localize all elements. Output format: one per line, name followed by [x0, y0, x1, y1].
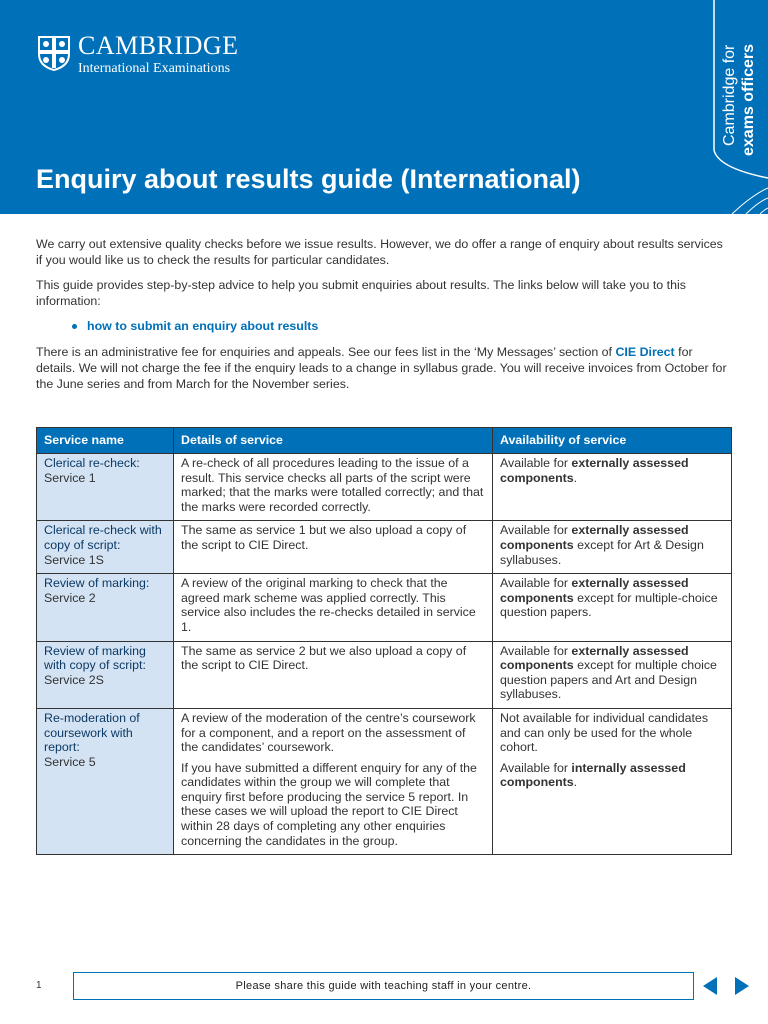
bullet-dot-icon — [72, 324, 77, 329]
share-banner — [73, 972, 694, 1000]
service-name-cell — [37, 454, 174, 521]
cambridge-logo — [36, 31, 239, 78]
service-name-cell — [37, 521, 174, 574]
service-details: A review of the moderation of the centre’s coursework for a component, and a report on the assessment of the candidates’ coursework. — [181, 710, 476, 755]
service-details-cell — [174, 641, 493, 708]
triangle-right-icon[interactable] — [734, 976, 750, 996]
service-name: Clerical re-check: — [44, 456, 140, 470]
availability-tail: except for multiple choice question papers and Art and Design syllabuses. — [500, 658, 717, 702]
table-row — [37, 454, 732, 521]
page-title: Enquiry about results guide (International) — [36, 164, 581, 194]
triangle-left-icon[interactable] — [702, 976, 718, 996]
brand-name: CAMBRIDGE — [78, 31, 239, 60]
service-details-cell — [174, 708, 493, 854]
intro-paragraph-3 — [36, 344, 732, 392]
brand-subtitle: International Examinations — [78, 61, 231, 76]
side-label-exams-officers: exams officers — [740, 43, 757, 156]
availability-bold: externally assessed components — [500, 523, 689, 552]
availability-text: Available for — [500, 523, 568, 538]
availability-bold: externally assessed components — [500, 456, 689, 485]
availability-text: Available for — [500, 760, 568, 775]
availability-line — [500, 761, 724, 790]
service-availability-cell — [493, 641, 732, 708]
fee-text-continued: for details. We will not charge the fee if the enquiry leads to a change in syllabus grade. You will receive invoices from October for the June series and from March for the November series. — [36, 345, 727, 391]
side-label-cambridge-for: Cambridge for — [721, 44, 738, 146]
header-details: Details of service — [174, 428, 493, 454]
header-availability: Availability of service — [493, 428, 732, 454]
service-number: Service 2 — [44, 590, 96, 605]
table-row — [37, 708, 732, 854]
crest-icon — [36, 34, 72, 72]
table-row — [37, 641, 732, 708]
bullet-item — [72, 318, 732, 334]
availability-note: Not available for individual candidates and can only be used for the whole cohort. — [500, 710, 709, 755]
table-row — [37, 521, 732, 574]
service-name: Review of marking: — [44, 576, 150, 591]
availability-text: Available for — [500, 643, 568, 658]
availability-tail: . — [573, 470, 578, 485]
service-name-cell — [37, 574, 174, 641]
service-details-extra: If you have submitted a different enquiry for any of the candidates within the group we will complete that enquiry first before producing the service 5 report. In these cases we will upload the report to CIE Direct within 28 days of completing any other enquiries concerning the candidates in the group. — [181, 760, 477, 848]
cie-direct-link[interactable]: CIE Direct — [615, 345, 675, 359]
service-name: Review of marking with copy of script: — [44, 643, 146, 673]
service-number: Service 1 — [44, 470, 96, 485]
service-details: A review of the original marking to check that the agreed mark scheme was applied correctly. This service also includes the re-checks detailed in service 1. — [181, 576, 476, 634]
table-row — [37, 574, 732, 641]
share-text: Please share this guide with teaching staff in your centre. — [235, 980, 532, 992]
service-name: Re-moderation of coursework with report: — [44, 710, 140, 755]
fee-text: There is an administrative fee for enquiries and appeals. See our fees list in the ‘My Messages’ section of — [36, 345, 613, 359]
service-details-cell — [174, 521, 493, 574]
intro-section — [36, 236, 732, 401]
service-details: A re-check of all procedures leading to the issue of a result. This service checks all parts of the script were marked; that the marks were totalled correctly; and that the marks were recorded correctly. — [181, 456, 484, 514]
page-number: 1 — [36, 980, 42, 991]
availability-text: Available for — [500, 456, 568, 470]
service-availability-cell — [493, 708, 732, 854]
availability-tail: except for multiple-choice question papers. — [500, 590, 718, 620]
service-availability-cell — [493, 574, 732, 641]
header-banner — [0, 0, 768, 214]
service-number: Service 1S — [44, 552, 104, 567]
availability-text: Available for — [500, 576, 568, 591]
header-service-name: Service name — [37, 428, 174, 454]
services-table — [36, 427, 732, 855]
availability-tail: . — [573, 775, 578, 790]
service-details: The same as service 1 but we also upload a copy of the script to CIE Direct. — [181, 523, 467, 552]
how-to-submit-link[interactable]: how to submit an enquiry about results — [87, 319, 319, 333]
availability-bold: externally assessed components — [500, 576, 689, 605]
availability-bold: internally assessed components — [500, 760, 686, 790]
intro-paragraph-2: This guide provides step-by-step advice to help you submit enquiries about results. The links below will take you to this information: — [36, 278, 686, 308]
table-header-row — [37, 428, 732, 454]
service-details: The same as service 2 but we also upload a copy of the script to CIE Direct. — [181, 643, 467, 673]
availability-bold: externally assessed components — [500, 643, 689, 673]
service-name-cell — [37, 641, 174, 708]
service-availability-cell — [493, 521, 732, 574]
service-details-cell — [174, 574, 493, 641]
service-availability-cell — [493, 454, 732, 521]
intro-paragraph-1: We carry out extensive quality checks before we issue results. However, we do offer a range of enquiry about results services if you would like us to check the results for particular candidates. — [36, 237, 723, 267]
service-details-cell — [174, 454, 493, 521]
service-number: Service 5 — [44, 754, 96, 769]
service-name-cell — [37, 708, 174, 854]
service-name: Clerical re-check with copy of script: — [44, 523, 162, 552]
availability-tail: except for Art & Design syllabuses. — [500, 537, 704, 567]
service-number: Service 2S — [44, 672, 104, 687]
